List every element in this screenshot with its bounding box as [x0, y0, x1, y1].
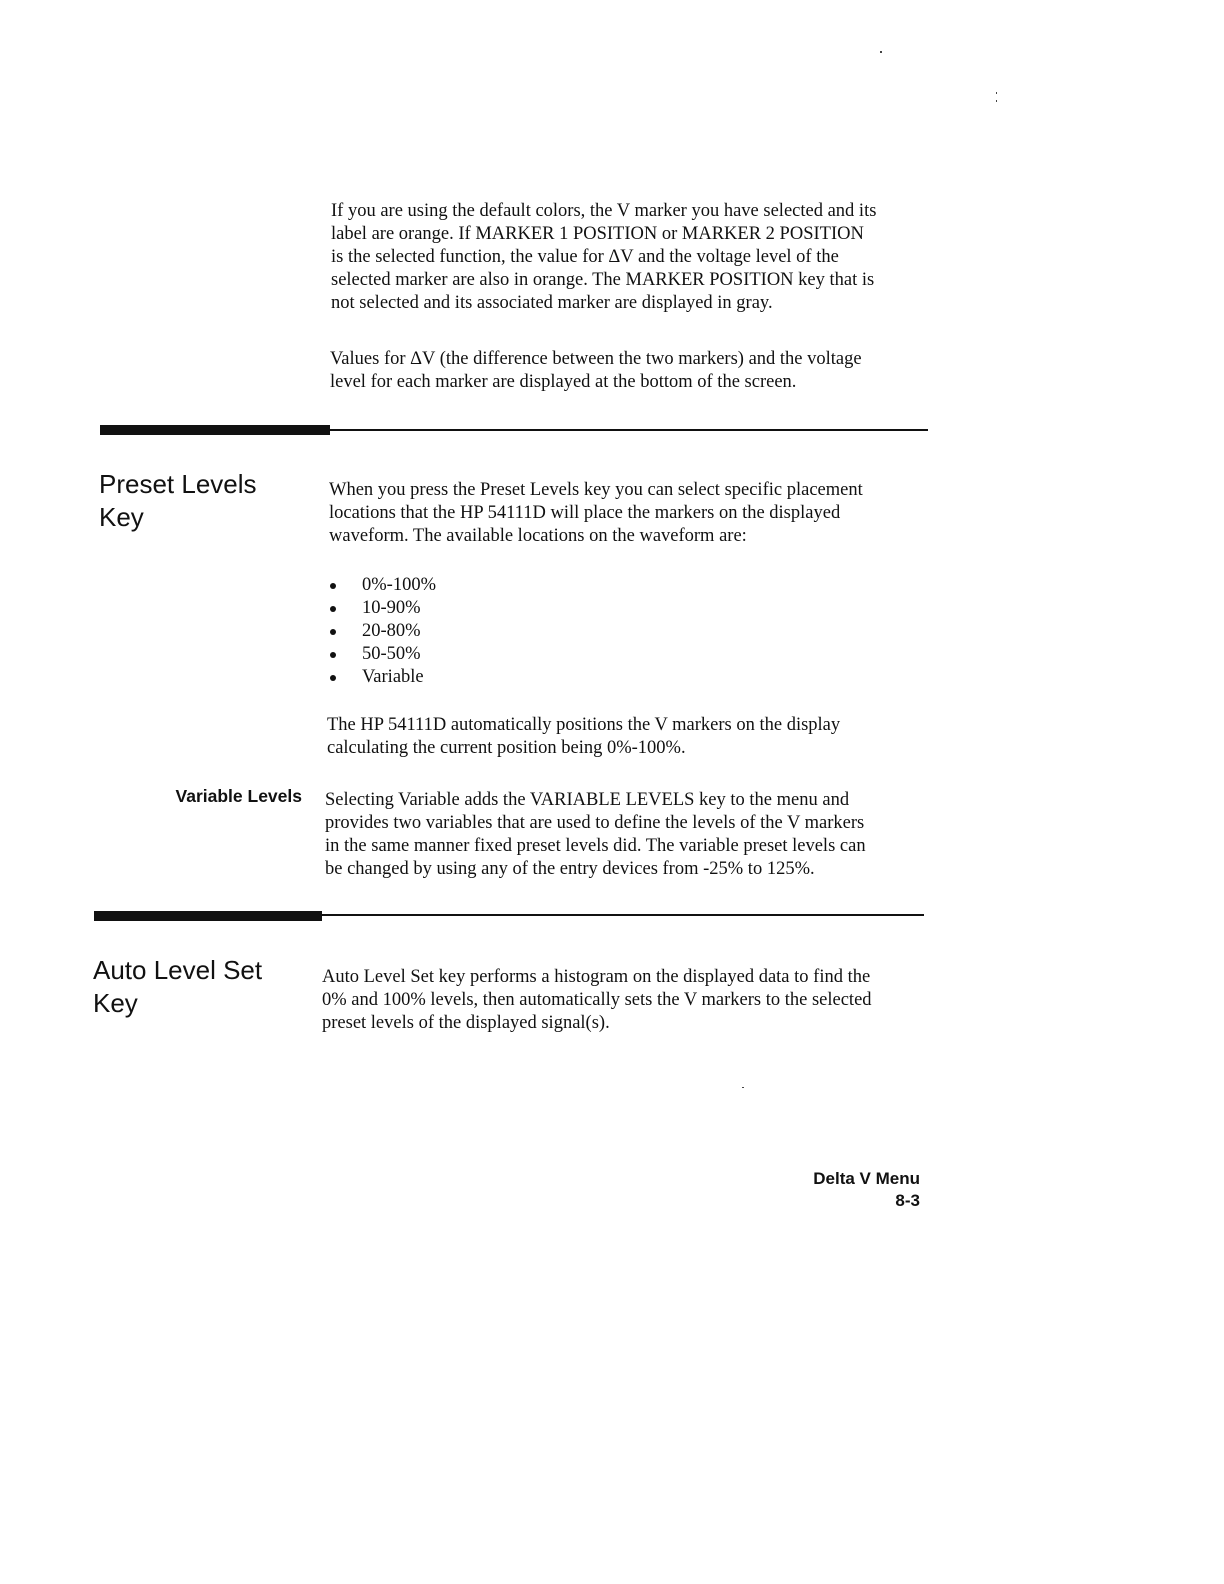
preset-options-list: [329, 574, 629, 689]
preset-levels-paragraph-1: [329, 479, 929, 548]
footer-page-number: 8-3: [895, 1191, 920, 1210]
heading-line: Key: [93, 988, 138, 1018]
text-line: locations that the HP 54111D will place the markers on the displayed: [329, 503, 841, 523]
page-footer: [813, 1168, 920, 1212]
text-line: Auto Level Set key performs a histogram on the displayed data to find the: [322, 967, 871, 987]
scan-speck: [880, 51, 882, 53]
text-line: level for each marker are displayed at the bottom of the screen.: [330, 372, 797, 392]
variable-levels-label: Variable Levels: [175, 786, 302, 806]
text-line: 0% and 100% levels, then automatically sets the V markers to the selected: [322, 990, 872, 1010]
text-line: If you are using the default colors, the V marker you have selected and its: [331, 201, 877, 221]
list-item: [329, 574, 629, 597]
list-item: [329, 597, 629, 620]
option-label: 10-90%: [362, 598, 421, 618]
bullet-icon: [330, 629, 336, 635]
text-line: be changed by using any of the entry devices from -25% to 125%.: [325, 859, 815, 879]
text-line: Values for ΔV (the difference between the two markers) and the voltage: [330, 349, 862, 369]
text-line: is the selected function, the value for ΔV and the voltage level of the: [331, 247, 839, 267]
intro-paragraph-2: [330, 348, 930, 394]
list-item: [329, 666, 629, 689]
section-divider-line: [100, 429, 928, 431]
text-line: When you press the Preset Levels key you can select specific placement: [329, 480, 863, 500]
text-line: selected marker are also in orange. The MARKER POSITION key that is: [331, 270, 875, 290]
option-label: 20-80%: [362, 621, 421, 641]
text-line: not selected and its associated marker are displayed in gray.: [331, 293, 773, 313]
bullet-icon: [330, 583, 336, 589]
text-line: label are orange. If MARKER 1 POSITION or MARKER 2 POSITION: [331, 224, 864, 244]
bullet-icon: [330, 675, 336, 681]
variable-levels-paragraph: [325, 789, 930, 881]
auto-level-set-heading: [93, 954, 262, 1020]
text-line: in the same manner fixed preset levels did. The variable preset levels can: [325, 836, 866, 856]
text-line: preset levels of the displayed signal(s).: [322, 1013, 610, 1033]
option-label: 50-50%: [362, 644, 421, 664]
heading-line: Preset Levels: [99, 469, 257, 499]
preset-levels-paragraph-2: [327, 714, 927, 760]
text-line: provides two variables that are used to define the levels of the V markers: [325, 813, 865, 833]
footer-section-title: Delta V Menu: [813, 1169, 920, 1188]
section-divider-bar: [94, 911, 322, 921]
scan-speck: [742, 1087, 744, 1088]
scan-speck: [996, 92, 997, 94]
list-item: [329, 620, 629, 643]
preset-levels-heading: [99, 468, 257, 534]
section-divider-line: [94, 914, 924, 916]
list-item: [329, 643, 629, 666]
text-line: The HP 54111D automatically positions the V markers on the display: [327, 715, 841, 735]
bullet-icon: [330, 652, 336, 658]
intro-paragraph-1: [331, 200, 931, 315]
auto-level-set-paragraph: [322, 966, 932, 1035]
text-line: waveform. The available locations on the waveform are:: [329, 526, 747, 546]
option-label: 0%-100%: [362, 575, 436, 595]
option-label: Variable: [362, 667, 424, 687]
heading-line: Auto Level Set: [93, 955, 263, 985]
bullet-icon: [330, 606, 336, 612]
heading-line: Key: [99, 502, 144, 532]
text-line: calculating the current position being 0%-100%.: [327, 738, 686, 758]
scan-speck: [996, 100, 997, 102]
text-line: Selecting Variable adds the VARIABLE LEVELS key to the menu and: [325, 790, 850, 810]
